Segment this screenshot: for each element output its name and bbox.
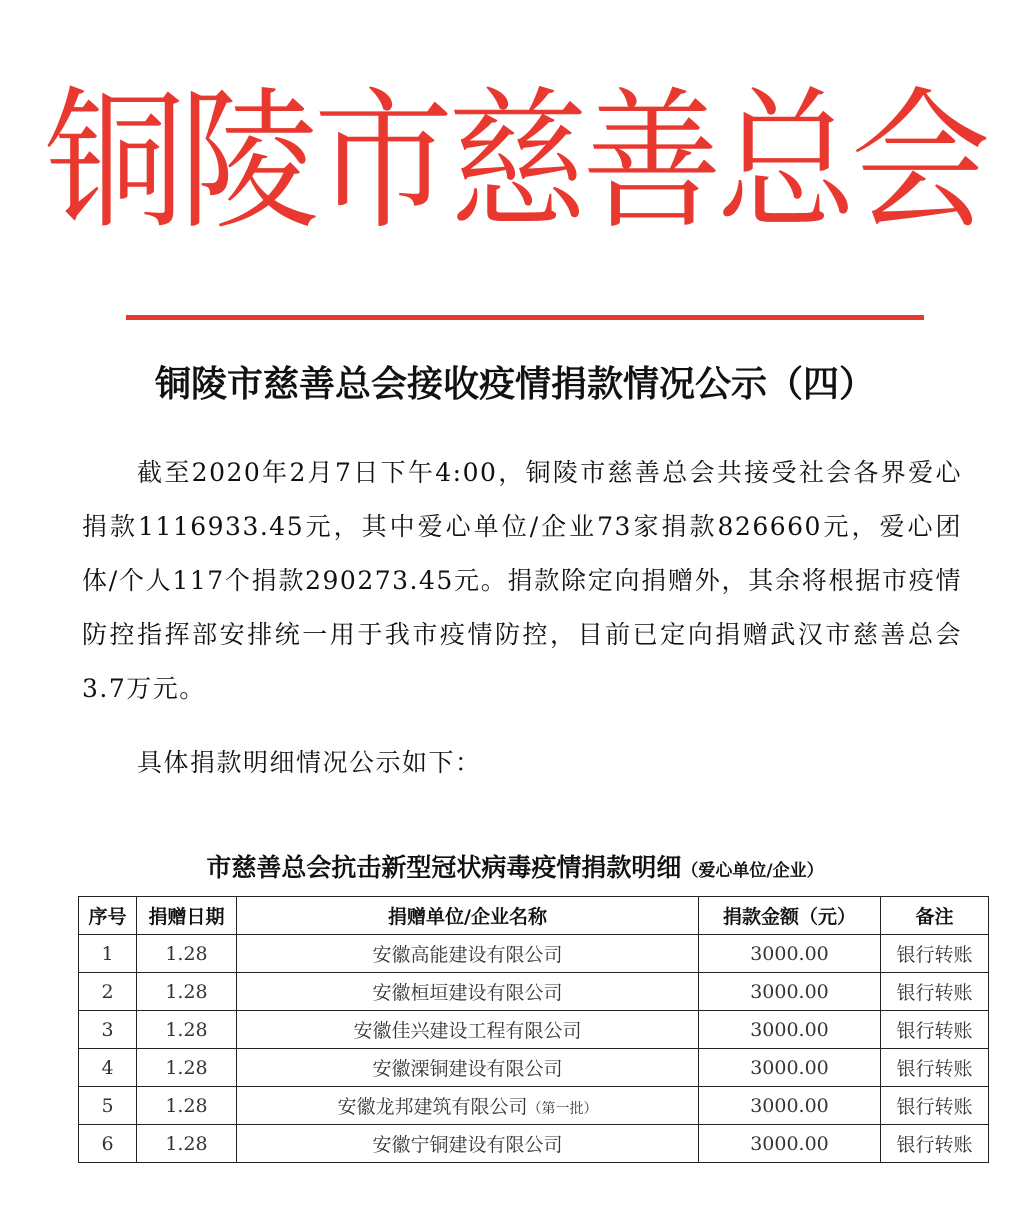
company-name: 安徽桓垣建设有限公司 xyxy=(372,982,563,1004)
cell-date: 1.28 xyxy=(137,935,237,973)
table-body xyxy=(79,935,989,1163)
cell-no: 6 xyxy=(79,1125,137,1163)
cell-amount: 3000.00 xyxy=(699,1087,881,1125)
header-name: 捐赠单位/企业名称 xyxy=(237,897,699,935)
table-row xyxy=(79,1049,989,1087)
company-name: 安徽宁铜建设有限公司 xyxy=(372,1134,563,1156)
cell-remark: 银行转账 xyxy=(881,1011,989,1049)
document-title: 铜陵市慈善总会接收疫情捐款情况公示（四） xyxy=(154,363,875,405)
cell-no: 1 xyxy=(79,935,137,973)
cell-no: 2 xyxy=(79,973,137,1011)
table-row xyxy=(79,1087,989,1125)
cell-date: 1.28 xyxy=(137,1049,237,1087)
cell-amount: 3000.00 xyxy=(699,973,881,1011)
table-title xyxy=(0,848,1030,884)
cell-remark: 银行转账 xyxy=(881,1125,989,1163)
cell-name xyxy=(237,1011,699,1049)
cell-name xyxy=(237,1049,699,1087)
cell-amount: 3000.00 xyxy=(699,1125,881,1163)
details-lead-paragraph: 具体捐款明细情况公示如下： xyxy=(137,748,482,777)
cell-date: 1.28 xyxy=(137,973,237,1011)
cell-date: 1.28 xyxy=(137,1087,237,1125)
red-divider xyxy=(126,315,924,320)
cell-name xyxy=(237,1087,699,1125)
header-amount: 捐款金额（元） xyxy=(699,897,881,935)
cell-remark: 银行转账 xyxy=(881,973,989,1011)
table-title-subtitle: （爱心单位/企业） xyxy=(681,861,824,881)
company-name: 安徽龙邦建筑有限公司 xyxy=(337,1096,528,1118)
cell-date: 1.28 xyxy=(137,1125,237,1163)
batch-note: （第一批） xyxy=(527,1101,598,1117)
table-row xyxy=(79,973,989,1011)
table-row xyxy=(79,1011,989,1049)
cell-remark: 银行转账 xyxy=(881,1087,989,1125)
cell-amount: 3000.00 xyxy=(699,1011,881,1049)
table-row xyxy=(79,1125,989,1163)
masthead-title: 铜陵市慈善总会 xyxy=(44,73,986,250)
header-date: 捐赠日期 xyxy=(137,897,237,935)
cell-no: 4 xyxy=(79,1049,137,1087)
cell-name xyxy=(237,1125,699,1163)
company-name: 安徽佳兴建设工程有限公司 xyxy=(353,1020,582,1042)
company-name: 安徽溧铜建设有限公司 xyxy=(372,1058,563,1080)
company-name: 安徽高能建设有限公司 xyxy=(372,944,563,966)
intro-paragraph: 截至2020年2月7日下午4:00，铜陵市慈善总会共接受社会各界爱心捐款1116933.45元，其中爱心单位/企业73家捐款826660元，爱心团体/个人117个捐款290273.45元。捐款除定向捐赠外，其余将根据市疫情防控指挥部安排统一用于我市疫情防控，目前已定向捐赠武汉市慈善总会3.7万元。 xyxy=(82,458,962,703)
header-remark: 备注 xyxy=(881,897,989,935)
cell-date: 1.28 xyxy=(137,1011,237,1049)
donation-table xyxy=(78,896,989,1163)
cell-remark: 银行转账 xyxy=(881,1049,989,1087)
cell-name xyxy=(237,973,699,1011)
table-row xyxy=(79,935,989,973)
header-no: 序号 xyxy=(79,897,137,935)
cell-no: 5 xyxy=(79,1087,137,1125)
cell-remark: 银行转账 xyxy=(881,935,989,973)
table-title-main: 市慈善总会抗击新型冠状病毒疫情捐款明细 xyxy=(206,853,682,882)
table-header-row xyxy=(79,897,989,935)
cell-amount: 3000.00 xyxy=(699,935,881,973)
cell-amount: 3000.00 xyxy=(699,1049,881,1087)
cell-name xyxy=(237,935,699,973)
cell-no: 3 xyxy=(79,1011,137,1049)
